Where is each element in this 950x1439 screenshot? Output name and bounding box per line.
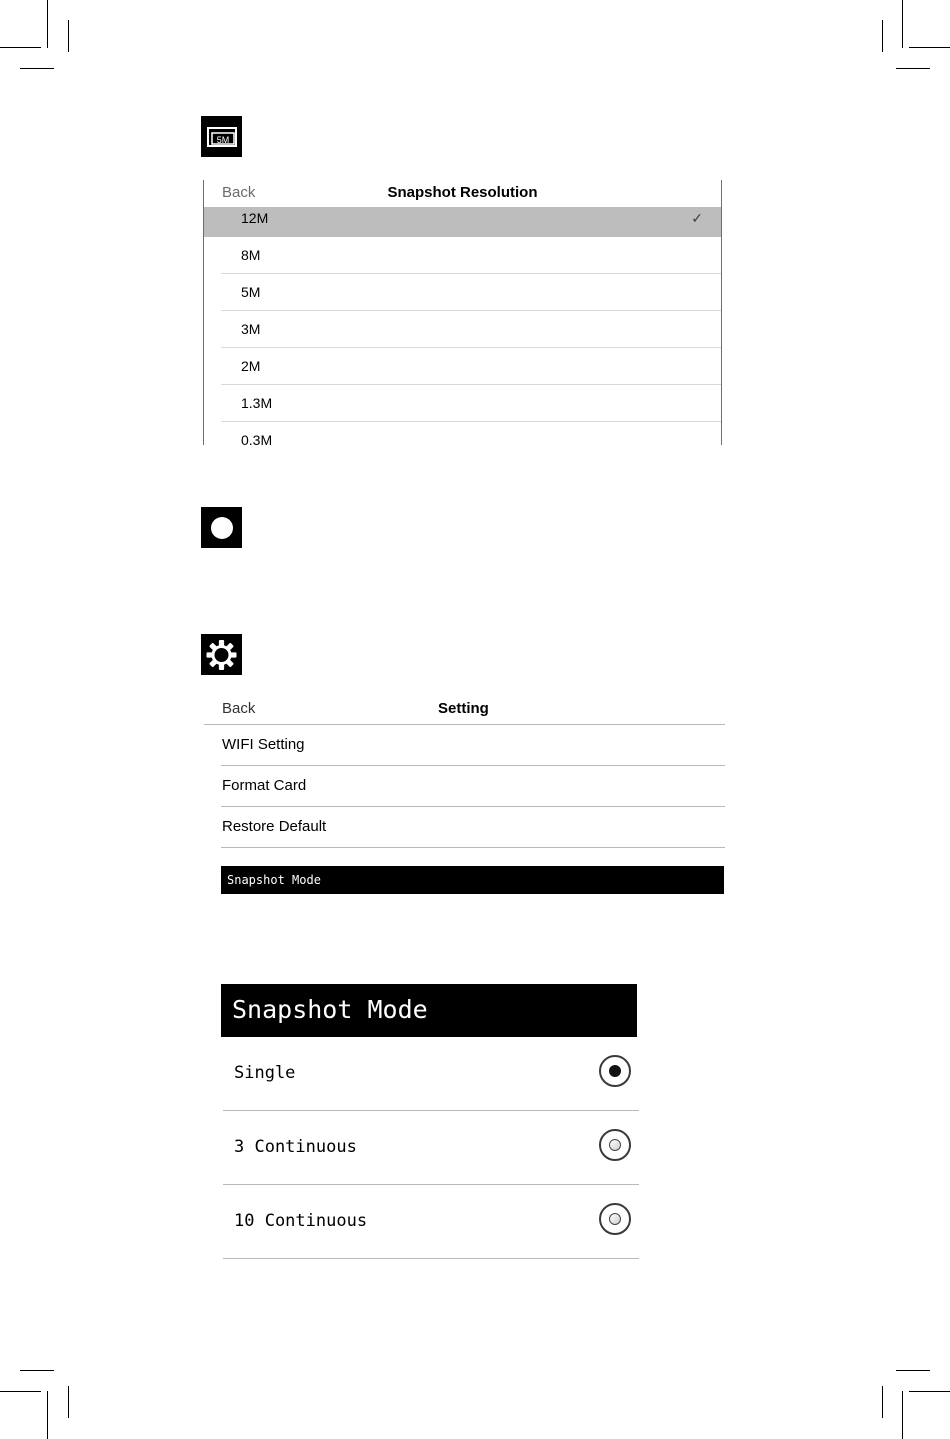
checkmark-icon: ✓ bbox=[691, 210, 703, 226]
resolution-option-label: 2M bbox=[241, 358, 261, 374]
crop-mark bbox=[47, 0, 48, 48]
radio-unselected-icon[interactable] bbox=[599, 1203, 631, 1235]
crop-mark bbox=[47, 1391, 48, 1439]
snapshot-resolution-panel bbox=[203, 180, 722, 445]
mode-option-3-continuous[interactable] bbox=[223, 1111, 639, 1185]
setting-item-label: Restore Default bbox=[222, 818, 327, 835]
resolution-option-2m[interactable] bbox=[221, 348, 721, 385]
resolution-option-3m[interactable] bbox=[221, 311, 721, 348]
snapshot-mode-dialog-title bbox=[221, 984, 637, 1037]
resolution-option-label: 12M bbox=[241, 210, 269, 226]
crop-mark bbox=[896, 68, 930, 69]
resolution-option-1-3m[interactable] bbox=[221, 385, 721, 422]
dialog-title-text: Snapshot Mode bbox=[232, 995, 428, 1024]
crop-mark bbox=[0, 1391, 41, 1392]
resolution-option-label: 1.3M bbox=[241, 395, 273, 411]
setting-item-label: WIFI Setting bbox=[222, 736, 305, 753]
crop-mark bbox=[20, 68, 54, 69]
page-title bbox=[204, 184, 721, 201]
gear-icon bbox=[201, 634, 242, 675]
crop-mark bbox=[0, 47, 41, 48]
resolution-option-8m[interactable] bbox=[221, 237, 721, 274]
resolution-icon-text: 5M bbox=[216, 135, 230, 145]
resolution-option-5m[interactable] bbox=[221, 274, 721, 311]
resolution-option-label: 3M bbox=[241, 321, 261, 337]
setting-item-wifi[interactable] bbox=[221, 725, 725, 766]
resolution-option-label: 8M bbox=[241, 247, 261, 263]
resolution-option-0-3m[interactable] bbox=[221, 422, 721, 445]
resolution-option-label: 5M bbox=[241, 284, 261, 300]
snapshot-mode-dialog bbox=[221, 984, 639, 1259]
crop-mark bbox=[882, 20, 883, 52]
back-button[interactable]: Back bbox=[222, 184, 256, 201]
crop-mark bbox=[896, 1370, 930, 1371]
snapshot-resolution-header bbox=[204, 180, 721, 207]
setting-header bbox=[204, 695, 725, 725]
back-button[interactable]: Back bbox=[222, 700, 256, 717]
crop-mark bbox=[902, 0, 903, 48]
crop-mark bbox=[68, 20, 69, 52]
radio-selected-icon[interactable] bbox=[599, 1055, 631, 1087]
resolution-option-label: 0.3M bbox=[241, 432, 273, 445]
resolution-option-12m[interactable] bbox=[204, 207, 721, 237]
setting-item-label: Format Card bbox=[222, 777, 307, 794]
mode-option-label: 3 Continuous bbox=[234, 1137, 357, 1157]
record-dot-icon bbox=[201, 507, 242, 548]
radio-unselected-icon[interactable] bbox=[599, 1129, 631, 1161]
snapshot-resolution-title: Snapshot Resolution bbox=[387, 184, 538, 201]
mode-option-10-continuous[interactable] bbox=[223, 1185, 639, 1259]
mode-option-label: 10 Continuous bbox=[234, 1211, 368, 1231]
mode-option-label: Single bbox=[234, 1063, 296, 1083]
mode-option-single[interactable] bbox=[223, 1037, 639, 1111]
resolution-5m-icon bbox=[201, 116, 242, 157]
setting-panel bbox=[204, 695, 725, 850]
crop-mark bbox=[20, 1370, 54, 1371]
setting-item-format-card[interactable] bbox=[221, 766, 725, 807]
crop-mark bbox=[68, 1386, 69, 1418]
resolution-list bbox=[204, 207, 721, 445]
setting-item-restore-default[interactable] bbox=[221, 807, 725, 848]
crop-mark bbox=[909, 1391, 950, 1392]
snapshot-mode-bar-label: Snapshot Mode bbox=[227, 873, 321, 887]
snapshot-mode-bar[interactable] bbox=[221, 866, 724, 894]
crop-mark bbox=[902, 1391, 903, 1439]
crop-mark bbox=[882, 1386, 883, 1418]
setting-title: Setting bbox=[438, 700, 489, 717]
crop-mark bbox=[909, 47, 950, 48]
